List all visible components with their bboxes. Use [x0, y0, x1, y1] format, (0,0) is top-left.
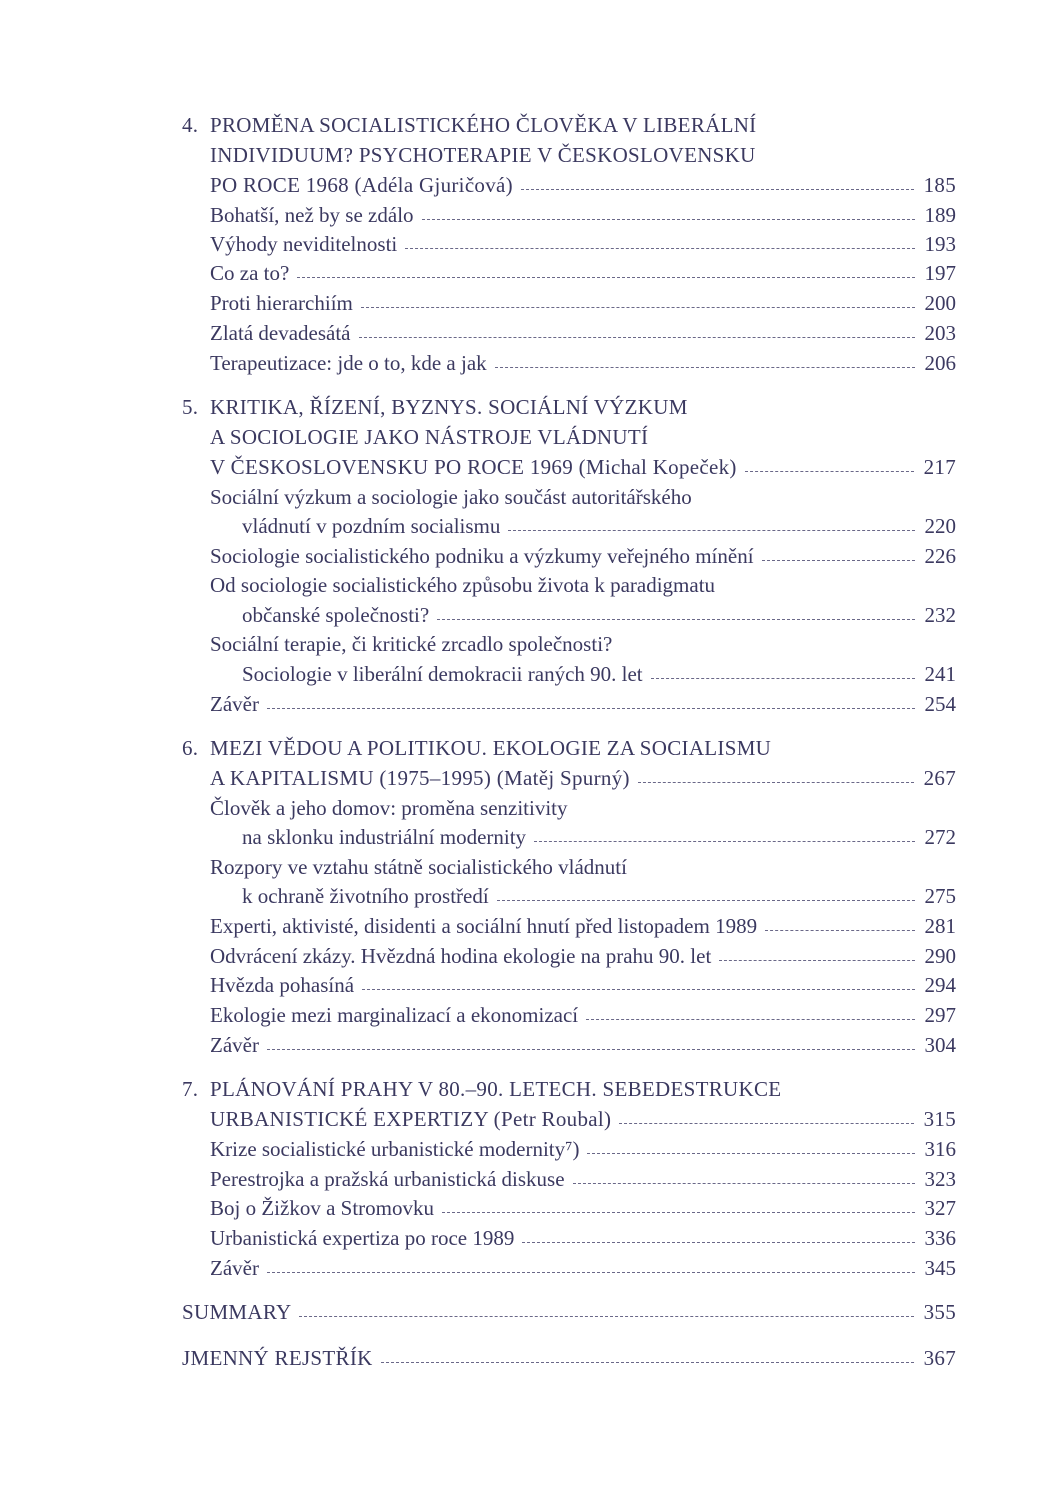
toc-entry[interactable]: Výhody neviditelnosti 193 — [210, 232, 956, 256]
leader-dots — [267, 708, 915, 709]
chapter-5-number: 5. — [182, 395, 199, 419]
leader-dots — [381, 1362, 914, 1363]
toc-entry[interactable]: Hvězda pohasíná 294 — [210, 973, 956, 997]
leader-dots — [299, 1316, 913, 1317]
chapter-6-title-line-2[interactable]: A KAPITALISMU (1975–1995) (Matěj Spurný) 267 — [210, 766, 956, 790]
toc-entry[interactable]: Urbanistická expertiza po roce 1989 336 — [210, 1226, 956, 1250]
toc-entry-line-1: Sociální výzkum a sociologie jako součást autoritářského — [210, 485, 692, 509]
chapter-5-title-line-1: KRITIKA, ŘÍZENÍ, BYZNYS. SOCIÁLNÍ VÝZKUM — [210, 395, 688, 419]
toc-entry[interactable]: na sklonku industriální modernity 272 — [242, 825, 956, 849]
leader-dots — [362, 989, 914, 990]
leader-dots — [586, 1019, 914, 1020]
leader-dots — [405, 248, 914, 249]
toc-entry[interactable]: Zlatá devadesátá 203 — [210, 321, 956, 345]
chapter-5-title-line-2: A SOCIOLOGIE JAKO NÁSTROJE VLÁDNUTÍ — [210, 425, 649, 449]
leader-dots — [587, 1153, 914, 1154]
toc-entry[interactable]: Bohatší, než by se zdálo 189 — [210, 203, 956, 227]
leader-dots — [359, 337, 915, 338]
toc-entry[interactable]: Závěr 304 — [210, 1033, 956, 1057]
toc-entry[interactable]: Proti hierarchiím 200 — [210, 291, 956, 315]
toc-entry-line-1: Sociální terapie, či kritické zrcadlo společnosti? — [210, 632, 613, 656]
leader-dots — [573, 1183, 915, 1184]
toc-entry[interactable]: vládnutí v pozdním socialismu 220 — [242, 514, 956, 538]
toc-entry-line-1: Od sociologie socialistického způsobu života k paradigmatu — [210, 573, 716, 597]
leader-dots — [619, 1123, 913, 1124]
leader-dots — [719, 960, 914, 961]
chapter-5-page: 217 — [923, 455, 956, 479]
toc-entry[interactable]: Závěr 254 — [210, 692, 956, 716]
toc-entry[interactable]: Sociologie socialistického podniku a výzkumy veřejného mínění 226 — [210, 544, 956, 568]
leader-dots — [651, 678, 915, 679]
toc-entry[interactable]: Závěr 345 — [210, 1256, 956, 1280]
leader-dots — [508, 530, 914, 531]
toc-entry[interactable]: Co za to? 197 — [210, 261, 956, 285]
chapter-7-title-line-1: PLÁNOVÁNÍ PRAHY V 80.–90. LETECH. SEBEDESTRUKCE — [210, 1077, 782, 1101]
toc-entry[interactable]: Sociologie v liberální demokracii raných 90. let 241 — [242, 662, 956, 686]
chapter-6-title-line-1: MEZI VĚDOU A POLITIKOU. EKOLOGIE ZA SOCIALISMU — [210, 736, 772, 760]
toc-entry[interactable]: Ekologie mezi marginalizací a ekonomizací 297 — [210, 1003, 956, 1027]
leader-dots — [762, 560, 915, 561]
chapter-4-title-line-1: PROMĚNA SOCIALISTICKÉHO ČLOVĚKA V LIBERÁLNÍ — [210, 113, 757, 137]
chapter-6-page: 267 — [923, 766, 956, 790]
leader-dots — [765, 930, 914, 931]
summary-entry[interactable]: SUMMARY 355 — [182, 1300, 956, 1324]
toc-entry[interactable]: k ochraně životního prostředí 275 — [242, 884, 956, 908]
toc-entry[interactable]: Perestrojka a pražská urbanistická diskuse 323 — [210, 1167, 956, 1191]
leader-dots — [745, 471, 914, 472]
leader-dots — [437, 619, 914, 620]
leader-dots — [267, 1272, 915, 1273]
chapter-4-number: 4. — [182, 113, 199, 137]
leader-dots — [522, 1242, 914, 1243]
chapter-4-title-line-3[interactable]: PO ROCE 1968 (Adéla Gjuričová) 185 — [210, 173, 956, 197]
toc-entry-line-1: Rozpory ve vztahu státně socialistického vládnutí — [210, 855, 627, 879]
toc-entry[interactable]: Krize socialistické urbanistické modernity⁷) 316 — [210, 1137, 956, 1161]
chapter-7-title-line-2[interactable]: URBANISTICKÉ EXPERTIZY (Petr Roubal) 315 — [210, 1107, 956, 1131]
leader-dots — [297, 277, 914, 278]
leader-dots — [361, 307, 915, 308]
toc-entry-line-1: Člověk a jeho domov: proměna senzitivity — [210, 796, 568, 820]
chapter-5-title-line-3[interactable]: V ČESKOSLOVENSKU PO ROCE 1969 (Michal Kopeček) 217 — [210, 455, 956, 479]
chapter-4-title-line-2: INDIVIDUUM? PSYCHOTERAPIE V ČESKOSLOVENSKU — [210, 143, 756, 167]
leader-dots — [521, 189, 914, 190]
toc-entry[interactable]: Odvrácení zkázy. Hvězdná hodina ekologie na prahu 90. let 290 — [210, 944, 956, 968]
name-index-entry[interactable]: JMENNÝ REJSTŘÍK 367 — [182, 1346, 956, 1370]
leader-dots — [497, 900, 915, 901]
leader-dots — [495, 367, 915, 368]
leader-dots — [534, 841, 914, 842]
leader-dots — [267, 1049, 915, 1050]
chapter-7-number: 7. — [182, 1077, 199, 1101]
leader-dots — [422, 219, 915, 220]
toc-entry[interactable]: Boj o Žižkov a Stromovku 327 — [210, 1196, 956, 1220]
toc-entry[interactable]: občanské společnosti? 232 — [242, 603, 956, 627]
toc-entry[interactable]: Terapeutizace: jde o to, kde a jak 206 — [210, 351, 956, 375]
toc-entry[interactable]: Experti, aktivisté, disidenti a sociální hnutí před listopadem 1989 281 — [210, 914, 956, 938]
leader-dots — [442, 1212, 915, 1213]
chapter-6-number: 6. — [182, 736, 199, 760]
leader-dots — [638, 782, 914, 783]
chapter-4-page: 185 — [923, 173, 956, 197]
chapter-7-page: 315 — [923, 1107, 956, 1131]
